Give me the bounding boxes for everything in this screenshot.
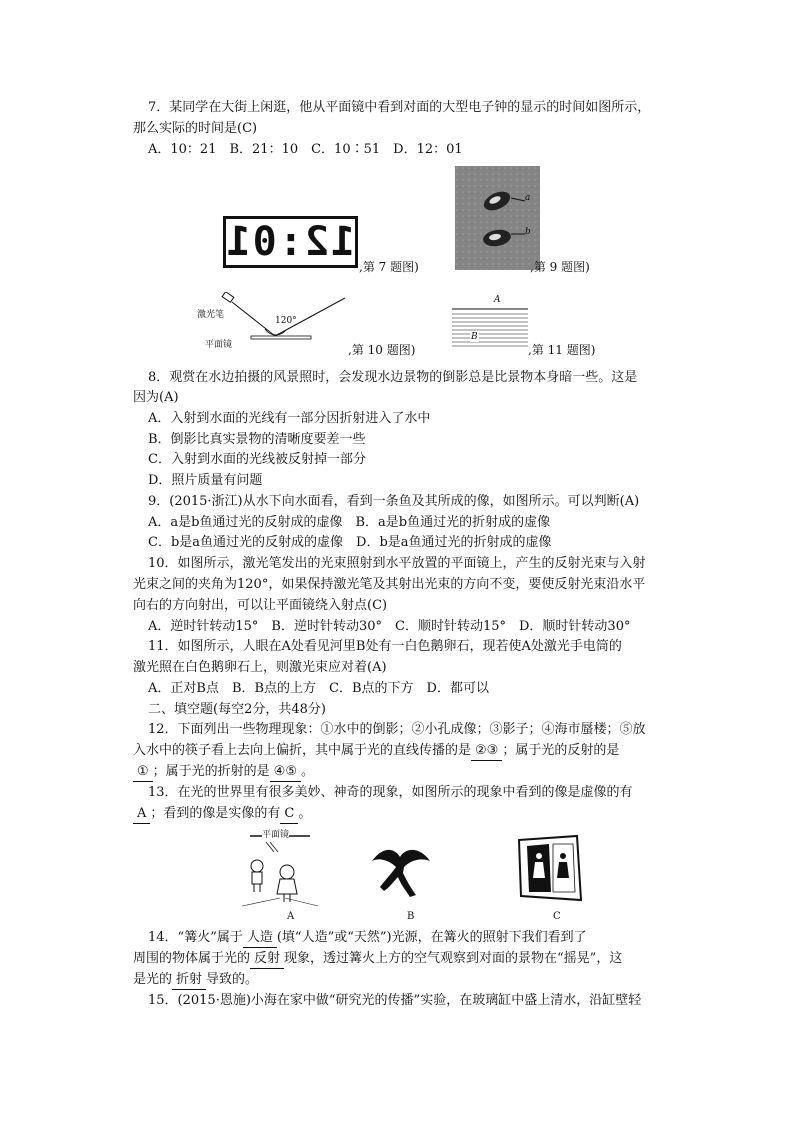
q12-line2-mid: ；属于光的反射的是 — [502, 743, 620, 758]
fig11-label-B: B — [471, 332, 478, 342]
q8-line1: 8．观赏在水边拍摄的风景照时，会发现水边景物的倒影总是比景物本身暗一些。这是 — [148, 370, 638, 385]
q12-answer-1: ②③ — [471, 742, 502, 761]
q13-fig-label-A: A — [287, 911, 295, 922]
fig11-label-A: A — [494, 295, 501, 305]
q12-line1: 12．下面列出一些物理现象：①水中的倒影；②小孔成像；③影子；④海市蜃楼；⑤放 — [148, 722, 646, 737]
fig7-clock — [223, 216, 358, 268]
q12-line3-mid: ；属于光的折射的是 — [152, 764, 270, 779]
q7-line2: 那么实际的时间是(C) — [133, 121, 258, 136]
q14-pre1: 14．“篝火”属于 — [148, 930, 243, 945]
section-2-title: 二、填空题(每空2分，共48分) — [148, 702, 326, 717]
q12-answer-2: ① — [133, 763, 153, 782]
q15-line1: 15．(2015·恩施)小海在家中做“研究光的传播”实验，在玻璃缸中盛上清水，沿缸壁轻 — [148, 993, 642, 1008]
q8-opt-b: B．倒影比真实景物的清晰度要差一些 — [148, 432, 366, 447]
q13-fig-mirror-label: 平面镜 — [262, 827, 289, 840]
q12-answer-3: ④⑤ — [270, 763, 301, 782]
q8-line2: 因为(A) — [133, 390, 179, 405]
q12-line2-pre: 入水中的筷子看上去向上偏折，其中属于光的直线传播的是 — [133, 743, 472, 758]
fig9-label-b: b — [525, 227, 531, 237]
q13-post: 。 — [298, 806, 312, 821]
q12-line2 — [133, 742, 619, 761]
q14-answer-3: 折射 — [172, 971, 206, 990]
q14-answer-2: 反射 — [250, 950, 284, 969]
q13-fig-label-C: C — [553, 911, 561, 922]
q14-answer-1: 人造 — [243, 929, 277, 948]
fig9-label-a: a — [525, 193, 531, 203]
fig11-caption: ,第 11 题图) — [528, 343, 596, 357]
q10-line1: 10．如图所示，激光笔发出的光束照射到水平放置的平面镜上，产生的反射光束与入射 — [148, 556, 646, 571]
q9-opt-cd: C．b是a鱼通过光的反射成的虚像 D．b是a鱼通过光的折射成的虚像 — [148, 535, 552, 550]
q9-line1: 9．(2015·浙江)从水下向水面看，看到一条鱼及其所成的像，如图所示。可以判断(A) — [148, 494, 640, 509]
q14-post2: 现象，透过篝火上方的空气观察到对面的景物在“摇晃”，这 — [284, 951, 623, 966]
q7-options: A．10：21 B．21：10 C．10∶51 D．12：01 — [148, 142, 463, 157]
q14-post3: 导致的。 — [206, 972, 259, 987]
q14-pre3: 是光的 — [133, 972, 173, 987]
q14-line3 — [133, 971, 258, 990]
q13-fig-c — [515, 834, 583, 904]
q13-line2 — [133, 805, 311, 824]
q14-line1 — [148, 929, 587, 948]
q13-fig-a — [240, 828, 320, 910]
q13-line1: 13．在光的世界里有很多美妙、神奇的现象，如图所示的现象中看到的像是虚像的有 — [148, 785, 633, 800]
q10-options: A．逆时针转动15° B．逆时针转动30° C．顺时针转动15° D．顺时针转动30° — [148, 619, 631, 634]
q11-line1: 11．如图所示，人眼在A处看见河里B处有一白色鹅卵石，现若使A处激光手电筒的 — [148, 639, 622, 654]
q10-line2: 光束之间的夹角为120°，如果保持激光笔及其射出光束的方向不变，要使反射光束沿水平 — [133, 577, 646, 592]
fig9-caption: ,第 9 题图) — [530, 260, 590, 274]
q9-opt-ab: A．a是b鱼通过光的反射成的虚像 B．a是b鱼通过光的折射成的虚像 — [148, 515, 551, 530]
q14-pre2: 周围的物体属于光的 — [133, 951, 251, 966]
q8-opt-c: C．入射到水面的光线被反射掉一部分 — [148, 452, 366, 467]
fig10-angle: 120° — [275, 316, 297, 326]
fig10-mirror-label: 平面镜 — [205, 340, 233, 350]
fig10-caption: ,第 10 题图) — [348, 343, 416, 357]
fig9-photo — [455, 166, 540, 270]
q11-options: A．正对B点 B．B点的上方 C．B点的下方 D．都可以 — [148, 681, 489, 696]
q14-post1: (填“人造”或“天然”)光源，在篝火的照射下我们看到了 — [276, 930, 587, 945]
q12-line3 — [133, 763, 314, 782]
q8-opt-a: A．入射到水面的光线有一部分因折射进入了水中 — [148, 411, 431, 426]
q8-opt-d: D．照片质量有问题 — [148, 473, 263, 488]
fig10-laser-label: 激光笔 — [197, 310, 225, 320]
fig7-caption: ,第 7 题图) — [359, 260, 419, 274]
q10-line3: 向右的方向射出，可以让平面镜绕入射点(C) — [133, 598, 388, 613]
q13-answer-1: A — [133, 805, 150, 824]
q13-answer-2: C — [280, 805, 298, 824]
q11-line2: 激光照在白色鹅卵石上，则激光束应对着(A) — [133, 660, 387, 675]
q14-line2 — [133, 950, 622, 969]
fig7-clock-digits: 12:01 — [224, 219, 355, 265]
fig11-diagram — [450, 295, 530, 353]
q13-mid: ；看到的像是实像的有 — [150, 806, 281, 821]
q13-fig-b — [370, 843, 432, 901]
q7-line1: 7．某同学在大街上闲逛，他从平面镜中看到对面的大型电子钟的显示的时间如图所示， — [148, 100, 651, 115]
q12-line3-post: 。 — [300, 764, 314, 779]
q13-fig-label-B: B — [407, 911, 415, 922]
